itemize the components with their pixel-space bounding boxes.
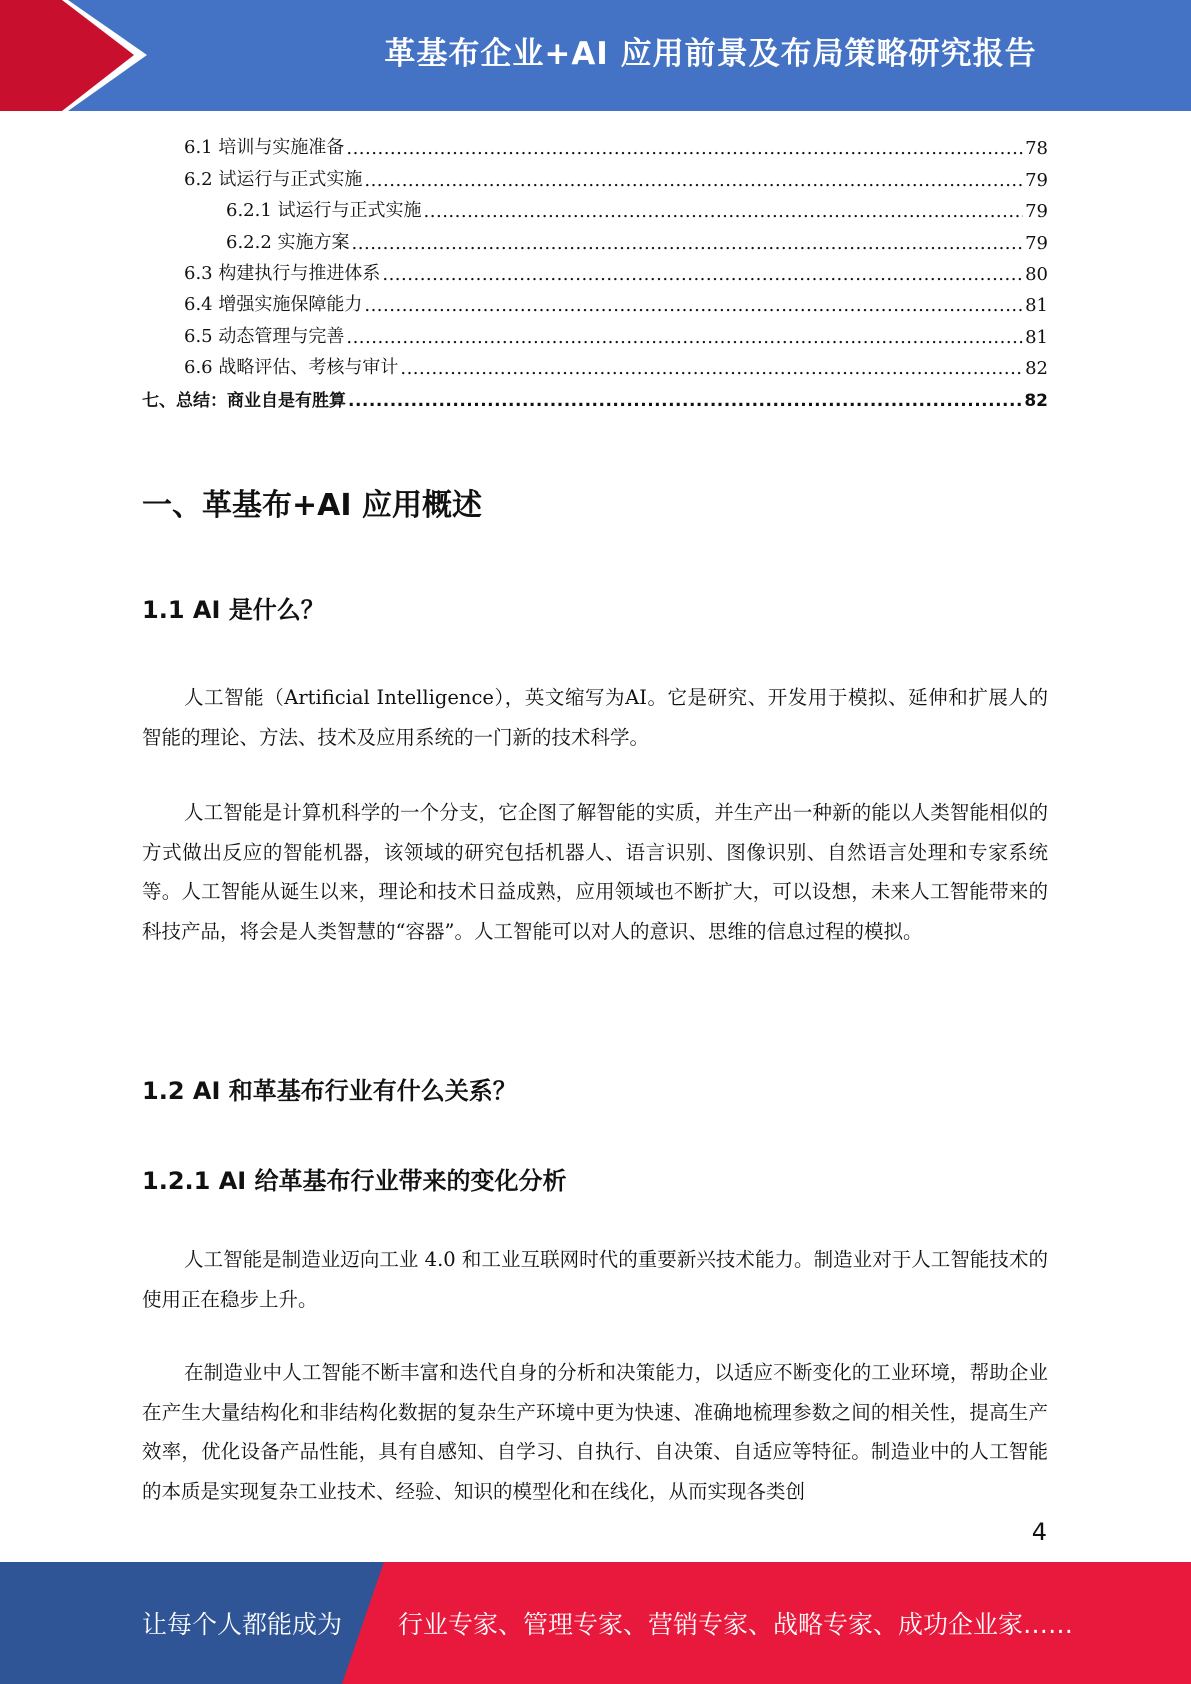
toc-entry-page: 82 — [1025, 358, 1048, 380]
toc-entry[interactable] — [142, 316, 1048, 347]
chapter-heading: 一、革基布+AI 应用概述 — [142, 488, 482, 523]
footer-slogan-left: 让每个人都能成为 — [142, 1610, 343, 1639]
toc-entry[interactable] — [142, 285, 1048, 316]
section-heading-1-2: 1.2 AI 和革基布行业有什么关系？ — [142, 1077, 517, 1105]
toc-leader-dots — [382, 264, 1023, 285]
toc-entry[interactable] — [142, 191, 1048, 222]
toc-entry-page: 81 — [1025, 295, 1048, 317]
toc-entry-page: 80 — [1025, 263, 1048, 285]
section-heading-1-1: 1.1 AI 是什么？ — [142, 596, 325, 624]
toc-leader-dots — [364, 295, 1023, 316]
toc-leader-dots — [424, 201, 1024, 222]
footer-slogan-right: 行业专家、管理专家、营销专家、战略专家、成功企业家…… — [398, 1610, 1074, 1639]
page-number: 4 — [1031, 1518, 1047, 1546]
toc-leader-dots — [346, 138, 1023, 159]
toc-entry[interactable] — [142, 254, 1048, 285]
toc-entry-label: 6.2 试运行与正式实施 — [184, 168, 363, 190]
toc-entry-label: 6.2.1 试运行与正式实施 — [226, 200, 422, 222]
toc-entry-label: 6.4 增强实施保障能力 — [184, 294, 363, 316]
toc-entry-page: 78 — [1025, 138, 1048, 160]
table-of-contents — [142, 128, 1048, 411]
toc-entry-label: 6.1 培训与实施准备 — [184, 137, 345, 159]
toc-entry-label: 6.6 战略评估、考核与审计 — [184, 357, 399, 379]
toc-entry[interactable] — [142, 128, 1048, 159]
toc-entry-page: 81 — [1025, 326, 1048, 348]
header-title: 革基布企业+AI 应用前景及布局策略研究报告 — [384, 35, 1037, 72]
paragraph-ai-definition: 人工智能（Artificial Intelligence），英文缩写为AI。它是研究、开发用于模拟、延伸和扩展人的智能的理论、方法、技术及应用系统的一门新的技术科学。 — [142, 686, 1048, 749]
toc-entry-page: 79 — [1025, 201, 1048, 223]
toc-leader-dots — [346, 327, 1023, 348]
toc-entry-chapter[interactable] — [142, 379, 1048, 410]
toc-leader-dots — [364, 170, 1023, 191]
toc-entry-page: 79 — [1025, 232, 1048, 254]
toc-entry-label: 七、总结：商业自是有胜算 — [142, 390, 346, 411]
toc-entry-label: 6.5 动态管理与完善 — [184, 325, 345, 347]
toc-entry-page: 82 — [1024, 390, 1048, 411]
page-footer — [0, 1562, 1191, 1684]
toc-entry-label: 6.2.2 实施方案 — [226, 231, 350, 253]
section-heading-1-2-1: 1.2.1 AI 给革基布行业带来的变化分析 — [142, 1167, 567, 1195]
toc-entry[interactable] — [142, 222, 1048, 253]
toc-leader-dots — [400, 358, 1023, 379]
paragraph-ai-branch: 人工智能是计算机科学的一个分支，它企图了解智能的实质，并生产出一种新的能以人类智能相似的方式做出反应的智能机器，该领域的研究包括机器人、语言识别、图像识别、自然语言处理和专家系统等。人工智能从诞生以来，理论和技术日益成熟，应用领域也不断扩大，可以设想，未来人工智能带来的科技产品，将会是人类智慧的“容器”。人工智能可以对人的意识、思维的信息过程的模拟。 — [142, 801, 1048, 943]
toc-entry-label: 6.3 构建执行与推进体系 — [184, 262, 381, 284]
paragraph-manufacturing-ai: 在制造业中人工智能不断丰富和迭代自身的分析和决策能力，以适应不断变化的工业环境，帮助企业在产生大量结构化和非结构化数据的复杂生产环境中更为快速、准确地梳理参数之间的相关性，提高生产效率，优化设备产品性能，具有自感知、自学习、自执行、自决策、自适应等特征。制造业中的人工智能的本质是实现复杂工业技术、经验、知识的模型化和在线化，从而实现各类创 — [142, 1361, 1048, 1503]
toc-entry[interactable] — [142, 159, 1048, 190]
toc-leader-dots — [348, 391, 1022, 411]
paragraph-industry-4: 人工智能是制造业迈向工业 4.0 和工业互联网时代的重要新兴技术能力。制造业对于人工智能技术的使用正在稳步上升。 — [142, 1248, 1048, 1311]
toc-leader-dots — [352, 233, 1024, 254]
toc-entry[interactable] — [142, 348, 1048, 379]
page-header — [0, 0, 1191, 111]
toc-entry-page: 79 — [1025, 169, 1048, 191]
